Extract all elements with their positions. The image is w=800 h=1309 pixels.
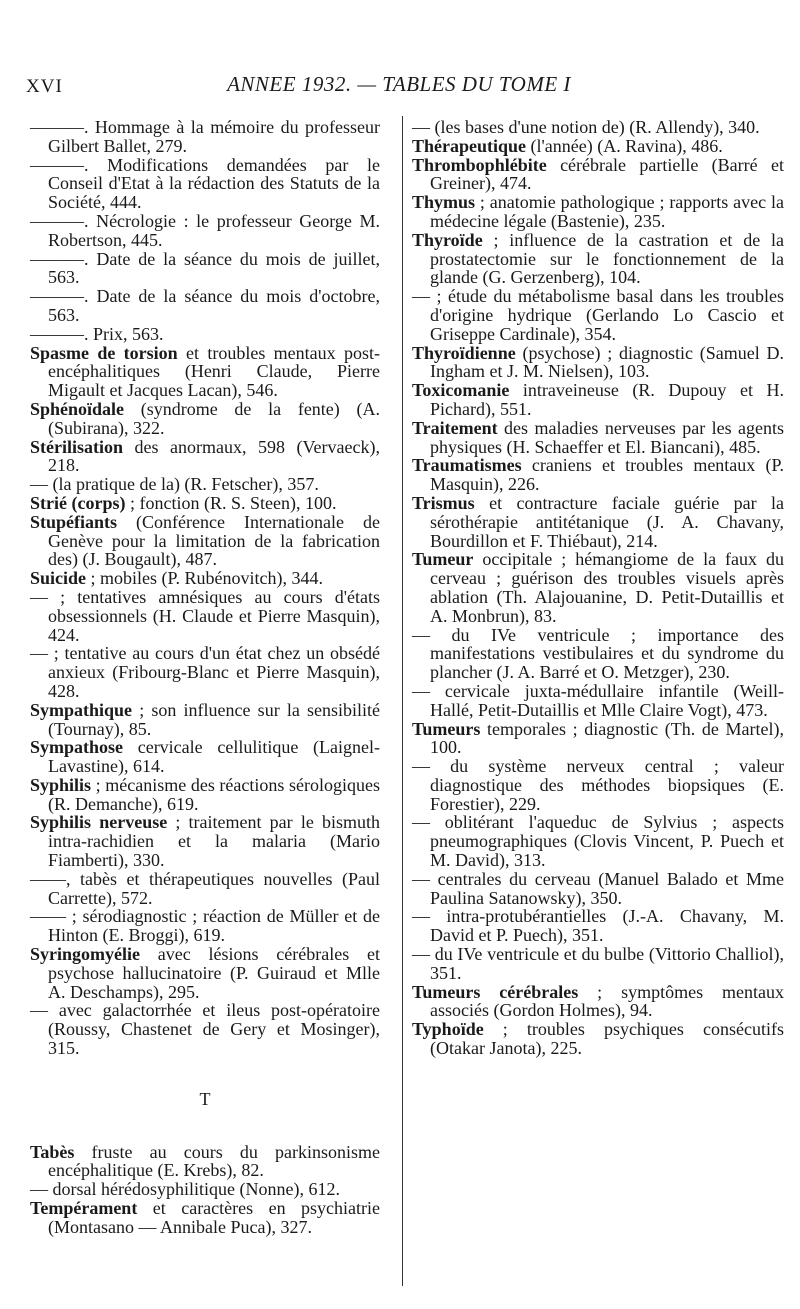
index-entry <box>30 250 380 288</box>
index-entry <box>412 193 784 231</box>
index-entry <box>412 813 784 869</box>
entry-text: ——, tabès et thérapeutiques nouvelles (Paul Carrette), 572. <box>30 868 380 908</box>
entry-text: cervicale cellulitique (Laignel-Lavastine), 614. <box>48 737 380 777</box>
index-entry <box>412 626 784 682</box>
index-entry <box>30 475 380 494</box>
entry-heading: Syringomyélie <box>30 944 140 965</box>
entry-text: (l'année) (A. Ravina), 486. <box>526 135 723 156</box>
column-divider <box>402 116 403 1286</box>
entry-heading: Syphilis <box>30 774 92 795</box>
entry-text: — ; tentatives amnésiques au cours d'états obsessionnels (H. Claude et Pierre Masquin), 424. <box>30 586 380 645</box>
entry-heading: Tumeur <box>412 549 474 570</box>
entry-text: ; influence de la castration et de la prostatectomie sur le fonctionnement de la glande (G. Gerzenberg), 104. <box>430 229 784 288</box>
entry-text: ; troubles psychiques consécutifs (Otakar Janota), 225. <box>430 1019 784 1059</box>
entry-text: ; fonction (R. S. Steen), 100. <box>125 492 337 513</box>
entry-text: ———. Hommage à la mémoire du professeur Gilbert Ballet, 279. <box>30 117 380 156</box>
entry-text: et caractères en psychiatrie (Montasano — Annibale Puca), 327. <box>48 1198 380 1237</box>
entry-heading: Tumeurs <box>412 718 481 739</box>
entry-heading: Thyroïdienne <box>412 342 516 363</box>
index-entry <box>30 212 380 250</box>
index-entry <box>30 287 380 325</box>
entry-text: des anormaux, 598 (Vervaeck), 218. <box>48 436 380 476</box>
entry-heading: Strié (corps) <box>30 492 126 513</box>
index-entry <box>30 870 380 908</box>
entry-heading: Traumatismes <box>412 455 522 476</box>
entry-heading: Tabès <box>30 1141 75 1162</box>
index-entry <box>412 118 784 137</box>
entry-heading: Stupéfiants <box>30 511 118 532</box>
entry-text: ; son influence sur la sensibilité (Tournay), 85. <box>48 699 380 739</box>
index-entry <box>30 438 380 476</box>
entry-heading: Thérapeutique <box>412 135 527 156</box>
entry-text: temporales ; diagnostic (Th. de Martel), 100. <box>430 718 784 758</box>
entry-heading: Tumeurs cérébrales <box>412 981 579 1002</box>
entry-text: (psychose) ; diagnostic (Samuel D. Ingham et J. M. Nielsen), 103. <box>430 342 784 382</box>
entry-text: ———. Nécrologie : le professeur George M. Robertson, 445. <box>30 210 380 250</box>
entry-text: avec lésions cérébrales et psychose hallucinatoire (P. Guiraud et Mlle A. Deschamps), 295. <box>48 944 380 1002</box>
entry-text: ; traitement par le bismuth intra-rachidien et la malaria (Mario Fiamberti), 330. <box>48 812 380 871</box>
entry-text: — intra-protubérantielles (J.-A. Chavany, M. David et P. Puech), 351. <box>412 906 784 946</box>
index-entry <box>412 870 784 908</box>
index-entry <box>412 682 784 720</box>
entry-heading: Thyroïde <box>412 229 483 250</box>
entry-text: — dorsal hérédosyphilitique (Nonne), 612. <box>30 1179 340 1200</box>
index-entry <box>30 776 380 814</box>
right-entries <box>412 118 784 1058</box>
entry-text: — cervicale juxta-médullaire infantile (Weill-Hallé, Petit-Dutaillis et Mlle Claire Vogt), 473. <box>412 680 784 720</box>
index-entry <box>30 400 380 438</box>
index-entry <box>30 701 380 739</box>
index-entry <box>30 945 380 1001</box>
entry-heading: Trismus <box>412 492 475 513</box>
index-entry <box>412 720 784 758</box>
entry-text: — avec galactorrhée et ileus post-opératoire (Roussy, Chastenet de Gery et Mosinger), 315. <box>30 1000 380 1059</box>
running-title: ANNEE 1932. — TABLES DU TOME I <box>227 72 571 96</box>
entry-text: ; anatomie pathologique ; rapports avec la médecine légale (Bastenie), 235. <box>430 192 784 231</box>
index-entry <box>30 156 380 212</box>
entry-text: des maladies nerveuses par les agents physiques (H. Schaeffer et El. Biancani), 485. <box>430 417 784 457</box>
entry-text: cérébrale partielle (Barré et Greiner), 474. <box>430 154 784 194</box>
index-entry <box>30 325 380 344</box>
index-entry <box>30 513 380 569</box>
left-column <box>30 118 380 1237</box>
index-entry <box>412 156 784 194</box>
index-entry <box>412 344 784 382</box>
entry-text: — centrales du cerveau (Manuel Balado et Mme Paulina Satanowsky), 350. <box>412 868 784 908</box>
entry-text: ———. Date de la séance du mois de juillet, 563. <box>30 248 380 288</box>
entry-heading: Stérilisation <box>30 436 123 457</box>
entry-text: ; mobiles (P. Rubénovitch), 344. <box>86 568 324 589</box>
index-entry <box>30 588 380 644</box>
entry-text: ———. Date de la séance du mois d'octobre, 563. <box>30 286 380 325</box>
entry-text: occipitale ; hémangiome de la faux du cerveau ; guérison des troubles visuels après ablation (Th. Alajouanine, D. Petit-Dutaillis et A. Monbrun), 83. <box>430 549 784 626</box>
index-entry <box>412 945 784 983</box>
index-entry <box>30 118 380 156</box>
index-entry <box>412 287 784 343</box>
entry-heading: Spasme de torsion <box>30 342 178 363</box>
entry-text: et troubles mentaux post-encéphalitiques (Henri Claude, Pierre Migault et Jacques Lacan), 546. <box>48 342 380 401</box>
entry-text: — du IVe ventricule et du bulbe (Vittorio Challiol), 351. <box>412 944 784 983</box>
entry-text: ———. Prix, 563. <box>30 323 164 344</box>
index-entry <box>412 231 784 287</box>
index-entry <box>412 907 784 945</box>
index-entry <box>30 1180 380 1199</box>
index-entry <box>30 1199 380 1237</box>
entry-heading: Traitement <box>412 417 498 438</box>
entry-heading: Syphilis nerveuse <box>30 812 168 833</box>
entry-text: (Conférence Internationale de Genève pour la limitation de la fabrication des) (J. Bougault), 487. <box>48 511 380 570</box>
entry-heading: Thymus <box>412 192 476 213</box>
index-entry <box>412 456 784 494</box>
index-entry <box>30 738 380 776</box>
index-entry <box>30 1143 380 1181</box>
entry-text: — du système nerveux central ; valeur diagnostique des méthodes biopsiques (E. Forestier), 229. <box>412 756 784 814</box>
entry-text: (syndrome de la fente) (A. (Subirana), 322. <box>48 398 380 438</box>
index-entry <box>30 494 380 513</box>
entry-heading: Tempérament <box>30 1198 138 1219</box>
entry-text: et contracture faciale guérie par la sérothérapie antitétanique (J. A. Chavany, Bourdillon et F. Thiébaut), 214. <box>430 492 784 551</box>
entry-text: ———. Modifications demandées par le Conseil d'Etat à la rédaction des Statuts de la Société, 444. <box>30 154 380 213</box>
index-entry <box>412 137 784 156</box>
entry-text: ; symptômes mentaux associés (Gordon Holmes), 94. <box>430 981 784 1021</box>
entry-heading: Suicide <box>30 568 87 589</box>
page-header <box>26 72 772 102</box>
right-column <box>412 118 784 1058</box>
index-entry <box>30 644 380 700</box>
index-entry <box>30 569 380 588</box>
entry-text: — (les bases d'une notion de) (R. Allendy), 340. <box>412 117 760 137</box>
left-t-entries <box>30 1143 380 1237</box>
entry-heading: Sympathose <box>30 737 124 758</box>
entry-text: — ; tentative au cours d'un état chez un obsédé anxieux (Fribourg-Blanc et Pierre Masquin), 428. <box>30 643 380 701</box>
entry-heading: Sphénoïdale <box>30 398 125 419</box>
index-entry <box>30 1001 380 1057</box>
page-number: XVI <box>26 76 63 97</box>
index-entry <box>412 983 784 1021</box>
entry-heading: Thrombophlébite <box>412 154 547 175</box>
left-entries <box>30 118 380 1058</box>
entry-heading: Typhoïde <box>412 1019 484 1040</box>
entry-text: intraveineuse (R. Dupouy et H. Pichard), 551. <box>430 380 784 419</box>
entry-heading: Toxicomanie <box>412 380 510 401</box>
entry-text: — ; étude du métabolisme basal dans les troubles d'origine hydrique (Gerlando Lo Cascio et Griseppe Cardinale), 354. <box>412 286 784 344</box>
index-entry <box>412 494 784 550</box>
entry-text: fruste au cours du parkinsonisme encéphalitique (E. Krebs), 82. <box>48 1141 380 1181</box>
index-entry <box>412 757 784 813</box>
entry-text: — (la pratique de la) (R. Fetscher), 357. <box>30 474 319 495</box>
entry-heading: Sympathique <box>30 699 133 720</box>
index-entry <box>412 550 784 625</box>
index-entry <box>30 344 380 400</box>
entry-text: ; mécanisme des réactions sérologiques (R. Demanche), 619. <box>48 774 380 814</box>
index-entry <box>412 381 784 419</box>
entry-text: — du IVe ventricule ; importance des manifestations vestibulaires et du syndrome du plancher (J. A. Barré et O. Metzger), 230. <box>412 624 784 683</box>
entry-text: — oblitérant l'aqueduc de Sylvius ; aspects pneumographiques (Clovis Vincent, P. Puech et M. David), 313. <box>412 812 784 871</box>
index-entry <box>30 907 380 945</box>
index-entry <box>412 1020 784 1058</box>
index-entry <box>412 419 784 457</box>
entry-text: —— ; sérodiagnostic ; réaction de Müller et de Hinton (E. Broggi), 619. <box>30 906 380 946</box>
index-entry <box>30 813 380 869</box>
entry-text: craniens et troubles mentaux (P. Masquin), 226. <box>430 455 784 495</box>
section-letter: T <box>199 1088 211 1109</box>
